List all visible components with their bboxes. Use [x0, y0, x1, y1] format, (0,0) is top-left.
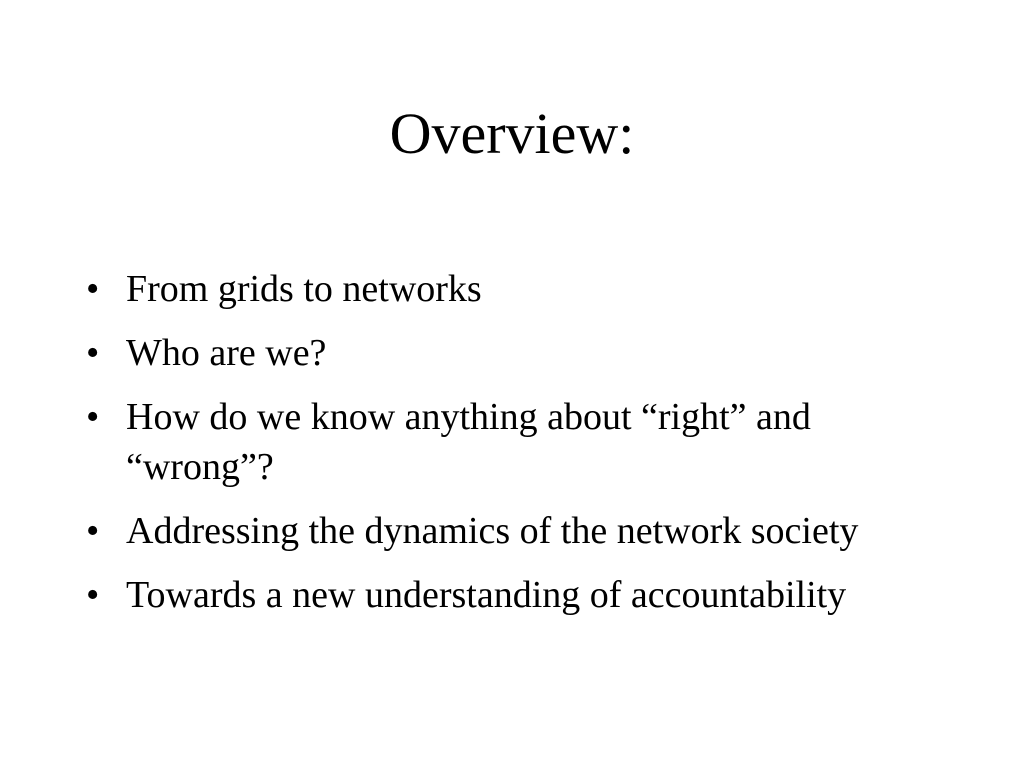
bullet-icon: •	[86, 574, 100, 616]
bullet-icon: •	[86, 510, 100, 552]
list-item	[86, 570, 1016, 620]
bullet-icon: •	[86, 332, 100, 374]
slide-title: Overview:	[389, 101, 635, 166]
list-item	[86, 328, 1016, 378]
bullet-list	[86, 264, 1016, 634]
list-item-text: Addressing the dynamics of the network society	[126, 510, 859, 552]
list-item-text: From grids to networks	[126, 268, 482, 310]
list-item-text: Who are we?	[126, 332, 327, 374]
list-item	[86, 506, 1016, 556]
bullet-icon: •	[86, 268, 100, 310]
bullet-icon: •	[86, 396, 100, 438]
list-item-text: Towards a new understanding of accountability	[126, 574, 847, 616]
list-item-text: How do we know anything about “right” and “wrong”?	[126, 396, 811, 488]
list-item	[86, 392, 956, 492]
list-item	[86, 264, 1016, 314]
